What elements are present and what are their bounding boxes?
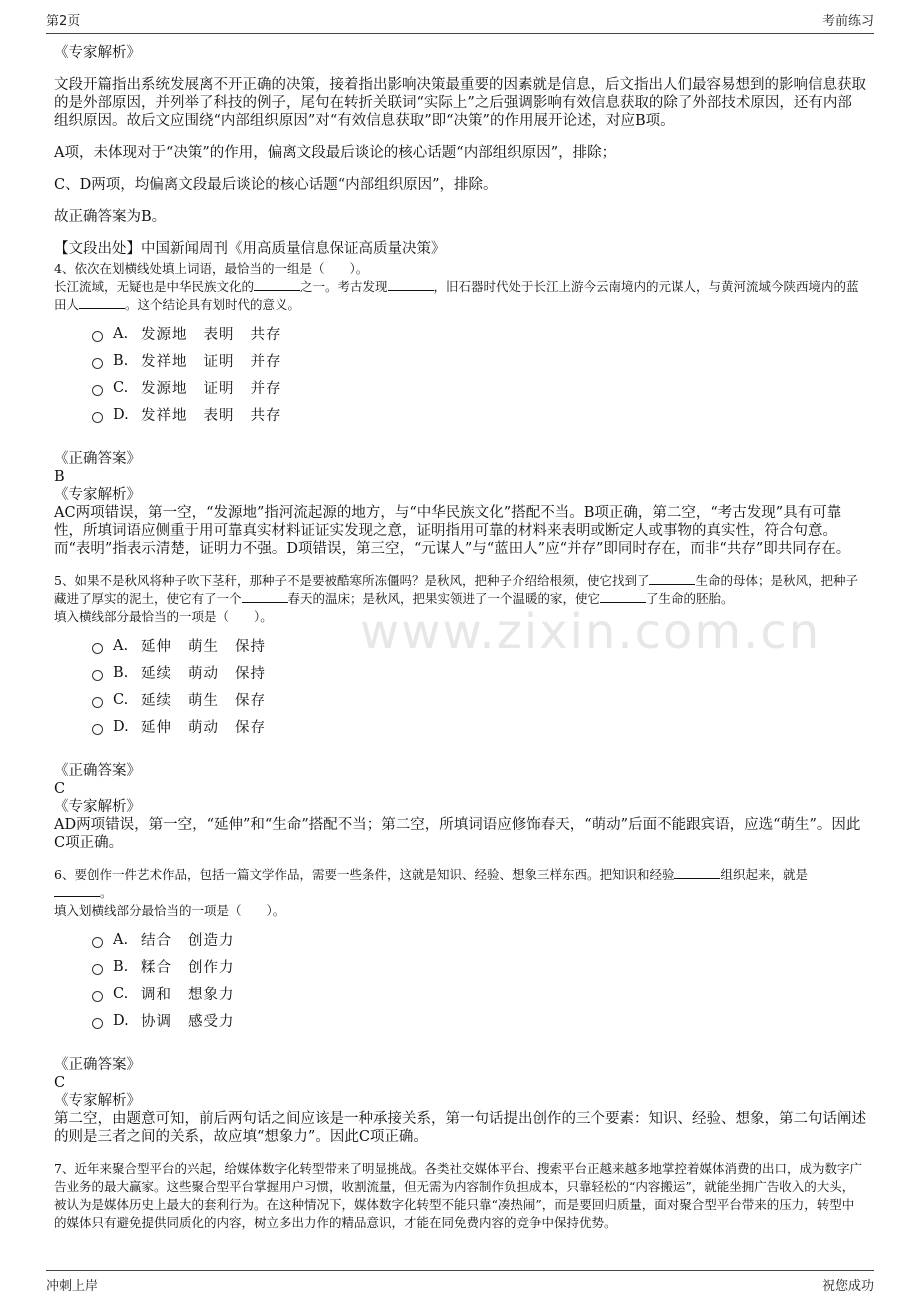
option-a-note: A项，未体现对于“决策”的作用，偏离文段最后谈论的核心话题“内部组织原因”，排除； [54, 145, 617, 161]
q7-stem: 7、近年来聚合型平台的兴起，给媒体数字化转型带来了明显挑战。各类社交媒体平台、搜索平台正越来越多地掌控着媒体消费的出口，成为数字广告业务的最大赢家。这些聚合型平台掌握用户习惯，收割流量，但无需为内容制作负担成本，只靠轻松的“内容搬运”，就能坐拥广告收入的大头，被认为是媒体历史上最大的套利行为。在这种情况下，媒体数字化转型不能只靠“凑热闹”，而是要回归质量，面对聚合型平台带来的压力，转型中的媒体只有避免提供同质化的内容，树立多出力作的精品意识，才能在同免费内容的竞争中保持优势。 [54, 1161, 862, 1230]
radio-button-icon[interactable] [92, 937, 103, 948]
fill-blank [600, 590, 646, 603]
q4-answer-label: 《正确答案》 [54, 451, 141, 467]
q6-answer: C [54, 1075, 66, 1091]
radio-button-icon[interactable] [92, 358, 103, 369]
q4-passage: 长江流域，无疑也是中华民族文化的 之一。考古发现 ，旧石器时代处于长江上游今云南境内的元谋人，与黄河流域今陕西境内的蓝田人 。这个结论具有划时代的意义。 [54, 279, 859, 312]
q6-option-a[interactable]: A. 结合 创造力 [92, 926, 866, 953]
q5-analysis: AD两项错误，第一空，“延伸”和“生命”搭配不当；第二空，所填词语应修饰春天，“萌动”后面不能跟宾语，应选“萌生”。因此C项正确。 [54, 817, 861, 851]
analysis-text: 文段开篇指出系统发展离不开正确的决策，接着指出影响决策最重要的因素就是信息，后文指出人们最容易想到的影响信息获取的是外部原因，并列举了科技的例子，尾句在转折关联词“实际上”之后强调影响有效信息获取的除了外部技术原因，还有内部组织原因。故后文应围绕“内部组织原因”对“有效信息获取”即“决策”的作用展开论述，对应B项。 [54, 77, 866, 129]
radio-button-icon[interactable] [92, 697, 103, 708]
radio-button-icon[interactable] [92, 670, 103, 681]
q5-stem: 5、如果不是秋风将种子吹下茎秆，那种子不是要被酷寒所冻僵吗？是秋风，把种子介绍给根须，使它找到了 生命的母体；是秋风，把种子藏进了厚实的泥土，使它有了一个 春天的温床；是秋风，把果实领进了一个温暖的家，使它 了生命的胚胎。 [54, 573, 858, 606]
radio-button-icon[interactable] [92, 964, 103, 975]
q6-option-b[interactable]: B. 糅合 创作力 [92, 953, 866, 980]
radio-button-icon[interactable] [92, 385, 103, 396]
fill-blank [242, 590, 288, 603]
footer-right: 祝您成功 [821, 1279, 874, 1294]
fill-blank [254, 278, 300, 291]
q6-answer-label: 《正确答案》 [54, 1057, 141, 1073]
page-number: 第2页 [46, 14, 81, 29]
q4-option-d[interactable]: D. 发祥地 表明 共存 [92, 401, 866, 428]
footer-left: 冲刺上岸 [46, 1279, 99, 1294]
q4-analysis-label: 《专家解析》 [54, 487, 141, 503]
q4-options [92, 320, 866, 428]
fill-blank [79, 296, 125, 309]
q5-options [92, 632, 866, 740]
q5-answer: C [54, 781, 66, 797]
q5-instruction: 填入横线部分最恰当的一项是（ ）。 [54, 609, 273, 624]
q5-option-b[interactable]: B. 延续 萌动 保持 [92, 659, 866, 686]
q6-instruction: 填入划横线部分最恰当的一项是（ ）。 [54, 903, 286, 918]
q5-option-a[interactable]: A. 延伸 萌生 保持 [92, 632, 866, 659]
q5-option-d[interactable]: D. 延伸 萌动 保存 [92, 713, 866, 740]
q4-analysis: AC两项错误，第一空，“发源地”指河流起源的地方，与“中华民族文化”搭配不当。B项正确，第二空，“考古发现”具有可靠性，所填词语应侧重于用可靠真实材料证证实发现之意，证明指用可靠的材料来表明或断定人或事物的真实性，符合句意。而“表明”指表示清楚，证明力不强。D项错误，第三空，“元谋人”与“蓝田人”应“并存”即同时存在，而非“共存”即共同存在。 [54, 505, 851, 557]
fill-blank [388, 278, 434, 291]
document-body [54, 44, 866, 1232]
q4-answer: B [54, 469, 65, 485]
watermark-text: www.zixin.com.cn [360, 604, 822, 660]
page-header [46, 10, 874, 34]
q4-stem: 4、依次在划横线处填上词语，最恰当的一组是（ ）。 [54, 261, 369, 276]
q6-option-d[interactable]: D. 协调 感受力 [92, 1007, 866, 1034]
page-footer [46, 1270, 874, 1294]
q6-options [92, 926, 866, 1034]
q4-option-c[interactable]: C. 发源地 证明 并存 [92, 374, 866, 401]
q4-option-b[interactable]: B. 发祥地 证明 并存 [92, 347, 866, 374]
radio-button-icon[interactable] [92, 1018, 103, 1029]
passage-source: 【文段出处】中国新闻周刊《用高质量信息保证高质量决策》 [54, 241, 446, 257]
radio-button-icon[interactable] [92, 991, 103, 1002]
option-cd-note: C、D两项，均偏离文段最后谈论的核心话题“内部组织原因”，排除。 [54, 177, 498, 193]
radio-button-icon[interactable] [92, 412, 103, 423]
fill-blank [649, 572, 695, 585]
q4-option-a[interactable]: A. 发源地 表明 共存 [92, 320, 866, 347]
fill-blank [54, 884, 100, 897]
radio-button-icon[interactable] [92, 643, 103, 654]
q6-option-c[interactable]: C. 调和 想象力 [92, 980, 866, 1007]
q6-stem: 6、要创作一件艺术作品，包括一篇文学作品，需要一些条件，这就是知识、经验、想象三样东西。把知识和经验 组织起来，就是 。 [54, 867, 808, 900]
q6-analysis-label: 《专家解析》 [54, 1093, 141, 1109]
radio-button-icon[interactable] [92, 724, 103, 735]
q5-answer-label: 《正确答案》 [54, 763, 141, 779]
radio-button-icon[interactable] [92, 331, 103, 342]
analysis-label: 《专家解析》 [54, 45, 141, 61]
fill-blank [674, 866, 720, 879]
q5-analysis-label: 《专家解析》 [54, 799, 141, 815]
q5-option-c[interactable]: C. 延续 萌生 保存 [92, 686, 866, 713]
header-label: 考前练习 [821, 14, 874, 29]
q6-analysis: 第二空，由题意可知，前后两句话之间应该是一种承接关系，第一句话提出创作的三个要素：知识、经验、想象，第二句话阐述的则是三者之间的关系，故应填“想象力”。因此C项正确。 [54, 1111, 866, 1145]
conclusion: 故正确答案为B。 [54, 209, 167, 225]
